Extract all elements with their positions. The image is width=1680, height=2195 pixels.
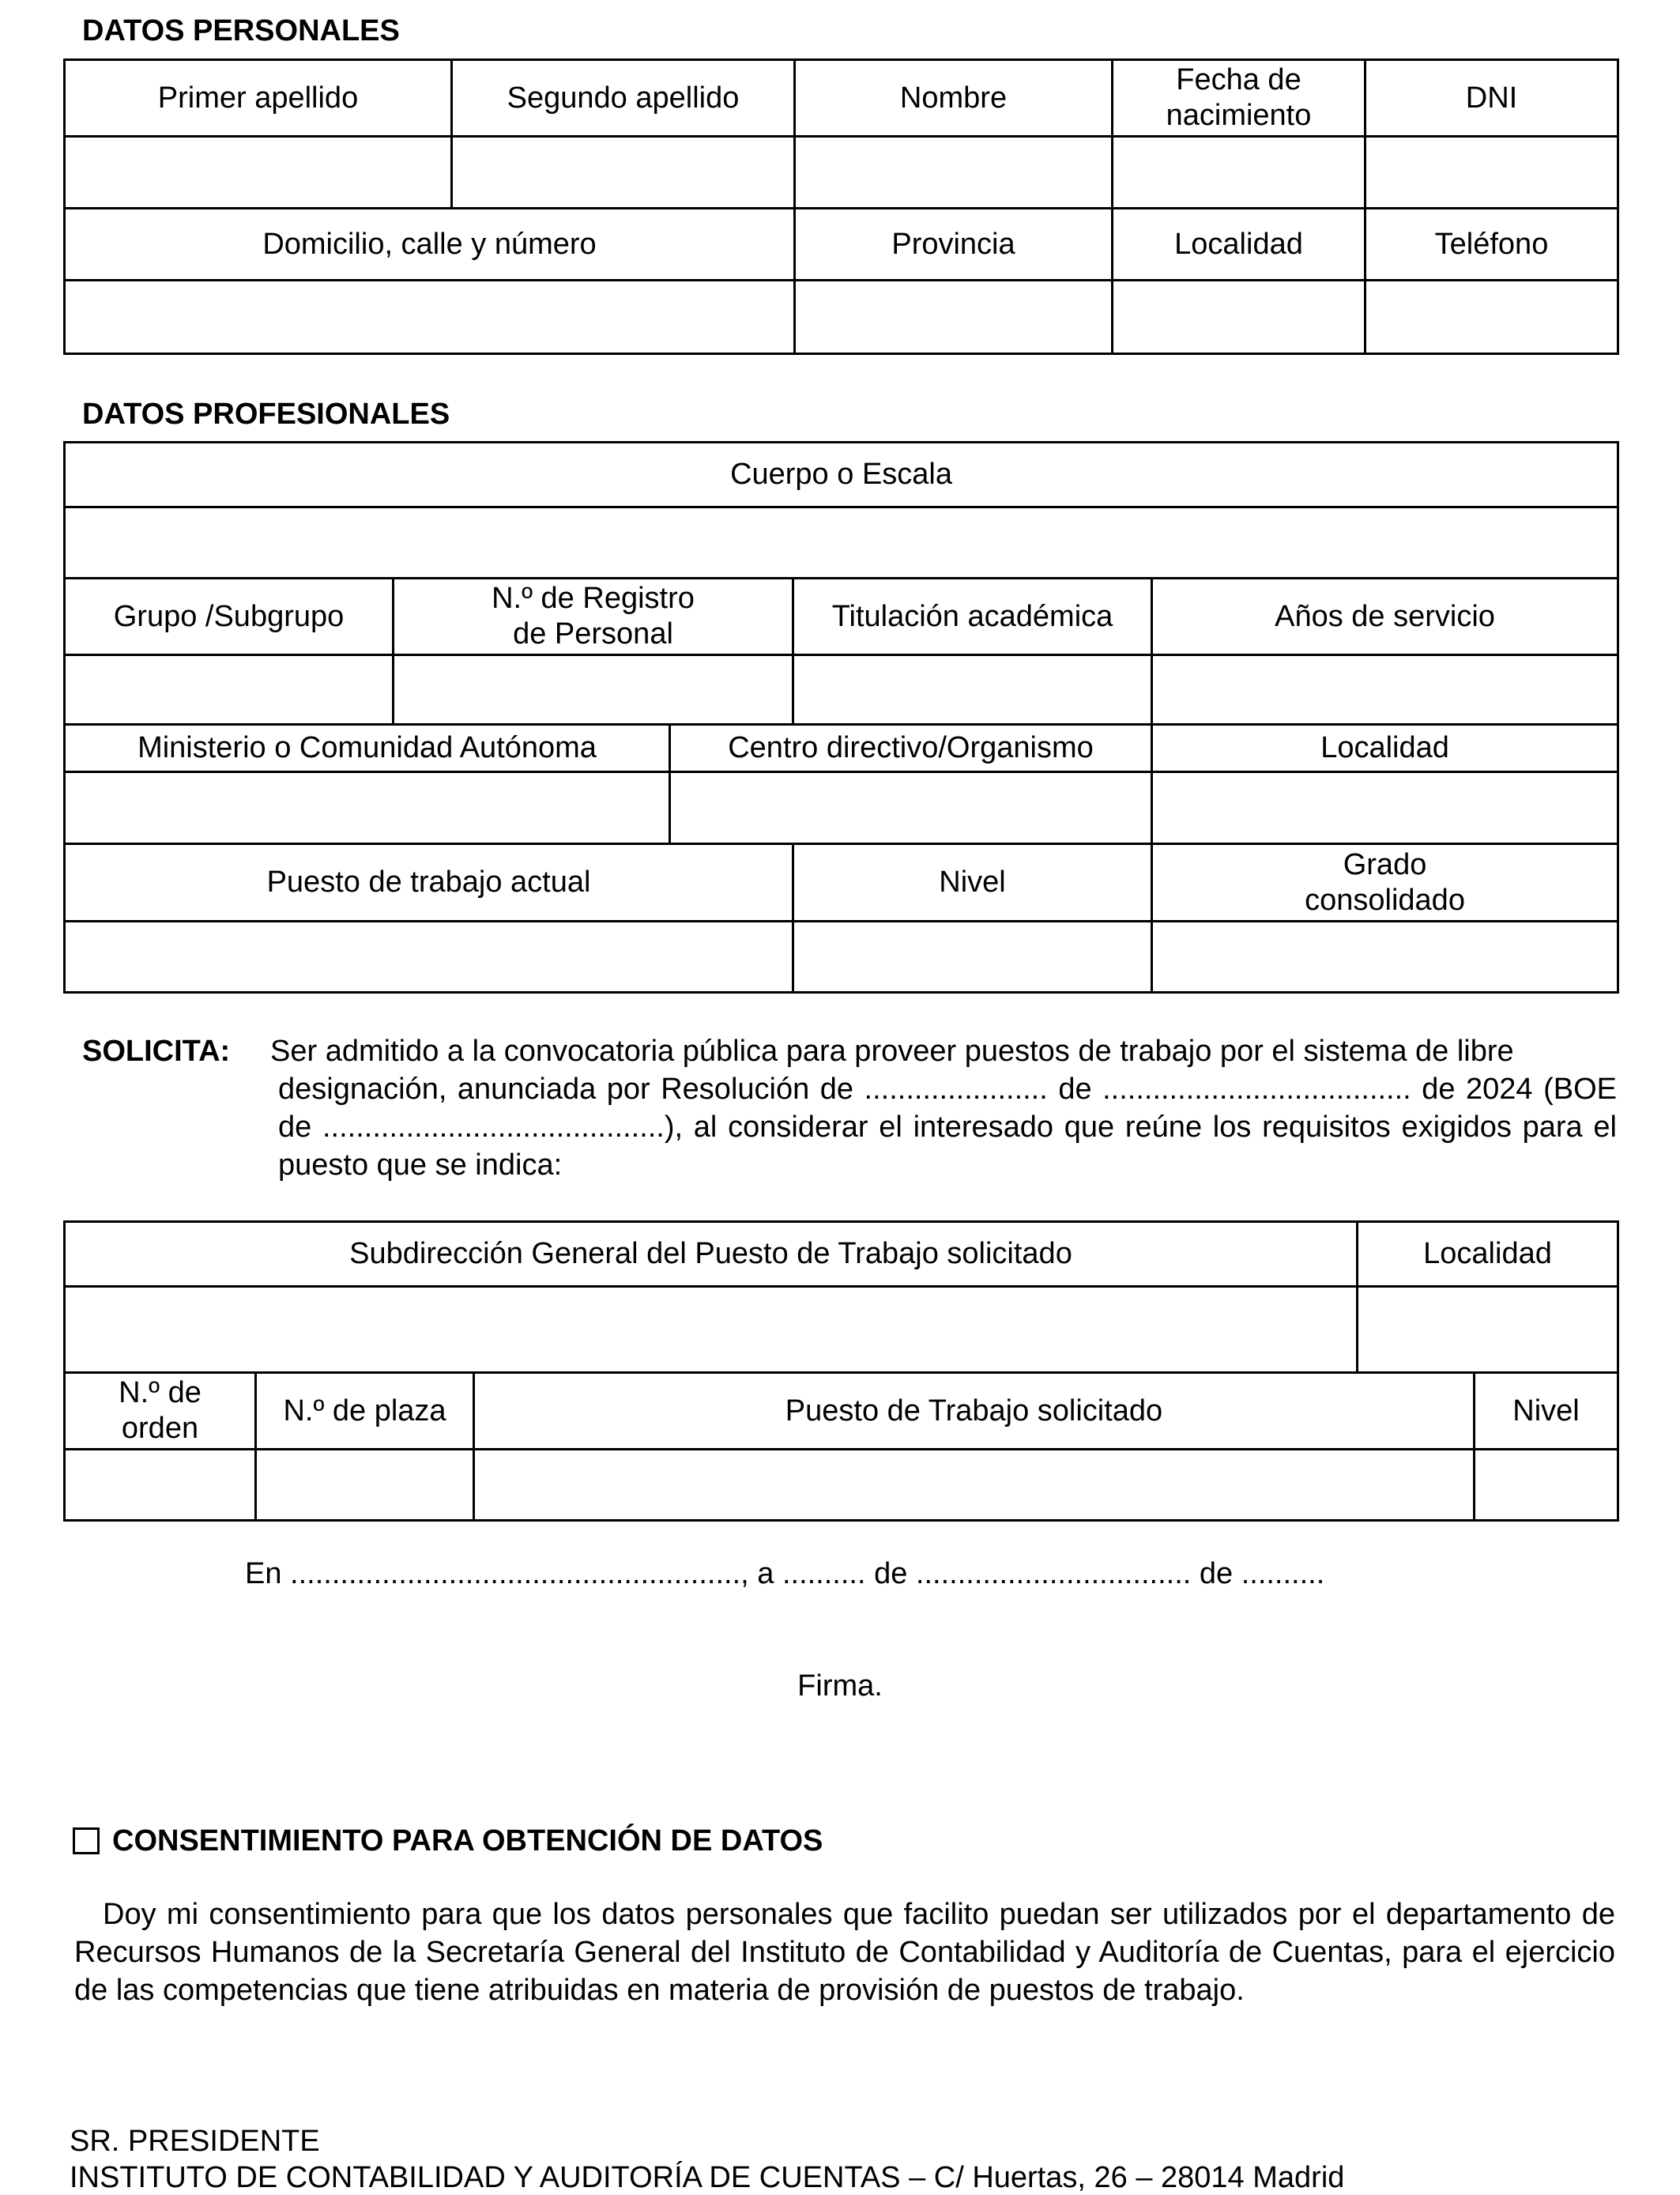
header-numero-plaza: N.º de plaza	[256, 1373, 474, 1450]
header-nivel: Nivel	[793, 844, 1152, 922]
footer-address: INSTITUTO DE CONTABILIDAD Y AUDITORÍA DE CUENTAS – C/ Huertas, 26 – 28014 Madrid	[70, 2161, 1345, 2194]
header-nivel-solicitado: Nivel	[1475, 1373, 1618, 1450]
header-localidad: Localidad	[1113, 209, 1365, 281]
field-registro-personal[interactable]	[394, 655, 793, 725]
field-localidad[interactable]	[1113, 281, 1365, 354]
professional-data-table	[63, 441, 1619, 994]
field-anos-servicio[interactable]	[1152, 655, 1618, 725]
field-subdireccion[interactable]	[65, 1287, 1358, 1373]
requested-position-table	[63, 1220, 1619, 1522]
header-telefono: Teléfono	[1365, 209, 1618, 281]
header-provincia: Provincia	[795, 209, 1113, 281]
header-titulacion: Titulación académica	[793, 579, 1152, 655]
place-date-line: En ......................................................, a .......... de ................................. de ..........	[245, 1557, 1325, 1590]
field-titulacion[interactable]	[793, 655, 1152, 725]
field-grupo-subgrupo[interactable]	[65, 655, 394, 725]
field-puesto-actual[interactable]	[65, 922, 793, 993]
header-domicilio: Domicilio, calle y número	[65, 209, 795, 281]
field-nivel-solicitado[interactable]	[1475, 1450, 1618, 1521]
field-dni[interactable]	[1365, 137, 1618, 209]
field-primer-apellido[interactable]	[65, 137, 452, 209]
footer-addressee: SR. PRESIDENTE	[70, 2125, 320, 2158]
field-segundo-apellido[interactable]	[452, 137, 795, 209]
header-localidad-solicitada: Localidad	[1358, 1222, 1618, 1287]
header-ministerio: Ministerio o Comunidad Autónoma	[65, 725, 670, 772]
consent-title: CONSENTIMIENTO PARA OBTENCIÓN DE DATOS	[112, 1824, 823, 1857]
consent-text: Doy mi consentimiento para que los datos personales que facilito puedan ser utilizados por el departamento de Recursos Humanos de la Secretaría General del Instituto de Contabilidad y Auditoría de Cuentas, para el ejercicio de las competencias que tiene atribuidas en materia de provisión de puestos de trabajo.	[74, 1898, 1615, 2007]
header-anos-servicio: Años de servicio	[1152, 579, 1618, 655]
field-localidad-solicitada[interactable]	[1358, 1287, 1618, 1373]
header-puesto-solicitado: Puesto de Trabajo solicitado	[474, 1373, 1475, 1450]
header-registro-personal: N.º de Registro de Personal	[394, 579, 793, 655]
header-segundo-apellido: Segundo apellido	[452, 60, 795, 137]
field-domicilio[interactable]	[65, 281, 795, 354]
solicita-line1: Ser admitido a la convocatoria pública para proveer puestos de trabajo por el sistema de libre	[270, 1035, 1514, 1068]
header-localidad-profesional: Localidad	[1152, 725, 1618, 772]
field-nombre[interactable]	[795, 137, 1113, 209]
consent-checkbox[interactable]	[73, 1827, 100, 1854]
header-fecha-nacimiento: Fecha de nacimiento	[1113, 60, 1365, 137]
field-provincia[interactable]	[795, 281, 1113, 354]
solicita-label: SOLICITA:	[82, 1035, 231, 1068]
field-localidad-profesional[interactable]	[1152, 772, 1618, 844]
signature-label: Firma.	[797, 1669, 883, 1703]
field-numero-orden[interactable]	[65, 1450, 256, 1521]
header-grupo-subgrupo: Grupo /Subgrupo	[65, 579, 394, 655]
solicita-body: designación, anunciada por Resolución de ...................... de ..................................... de 2024 (BOE de .........................................), al considerar el interesado que reúne los requisitos exigidos para el puesto que se indica:	[278, 1073, 1617, 1182]
field-telefono[interactable]	[1365, 281, 1618, 354]
field-cuerpo-escala[interactable]	[65, 507, 1618, 579]
header-cuerpo-escala: Cuerpo o Escala	[65, 443, 1618, 507]
header-dni: DNI	[1365, 60, 1618, 137]
section-title-professional: DATOS PROFESIONALES	[82, 398, 450, 431]
field-grado-consolidado[interactable]	[1152, 922, 1618, 993]
header-grado-consolidado: Grado consolidado	[1152, 844, 1618, 922]
header-puesto-actual: Puesto de trabajo actual	[65, 844, 793, 922]
header-subdireccion: Subdirección General del Puesto de Trabajo solicitado	[65, 1222, 1358, 1287]
personal-data-table	[63, 58, 1619, 355]
field-ministerio[interactable]	[65, 772, 670, 844]
header-numero-orden: N.º de orden	[65, 1373, 256, 1450]
header-primer-apellido: Primer apellido	[65, 60, 452, 137]
field-centro-directivo[interactable]	[670, 772, 1152, 844]
section-title-personal: DATOS PERSONALES	[82, 14, 400, 47]
field-numero-plaza[interactable]	[256, 1450, 474, 1521]
field-nivel[interactable]	[793, 922, 1152, 993]
field-fecha-nacimiento[interactable]	[1113, 137, 1365, 209]
field-puesto-solicitado[interactable]	[474, 1450, 1475, 1521]
header-centro-directivo: Centro directivo/Organismo	[670, 725, 1152, 772]
header-nombre: Nombre	[795, 60, 1113, 137]
